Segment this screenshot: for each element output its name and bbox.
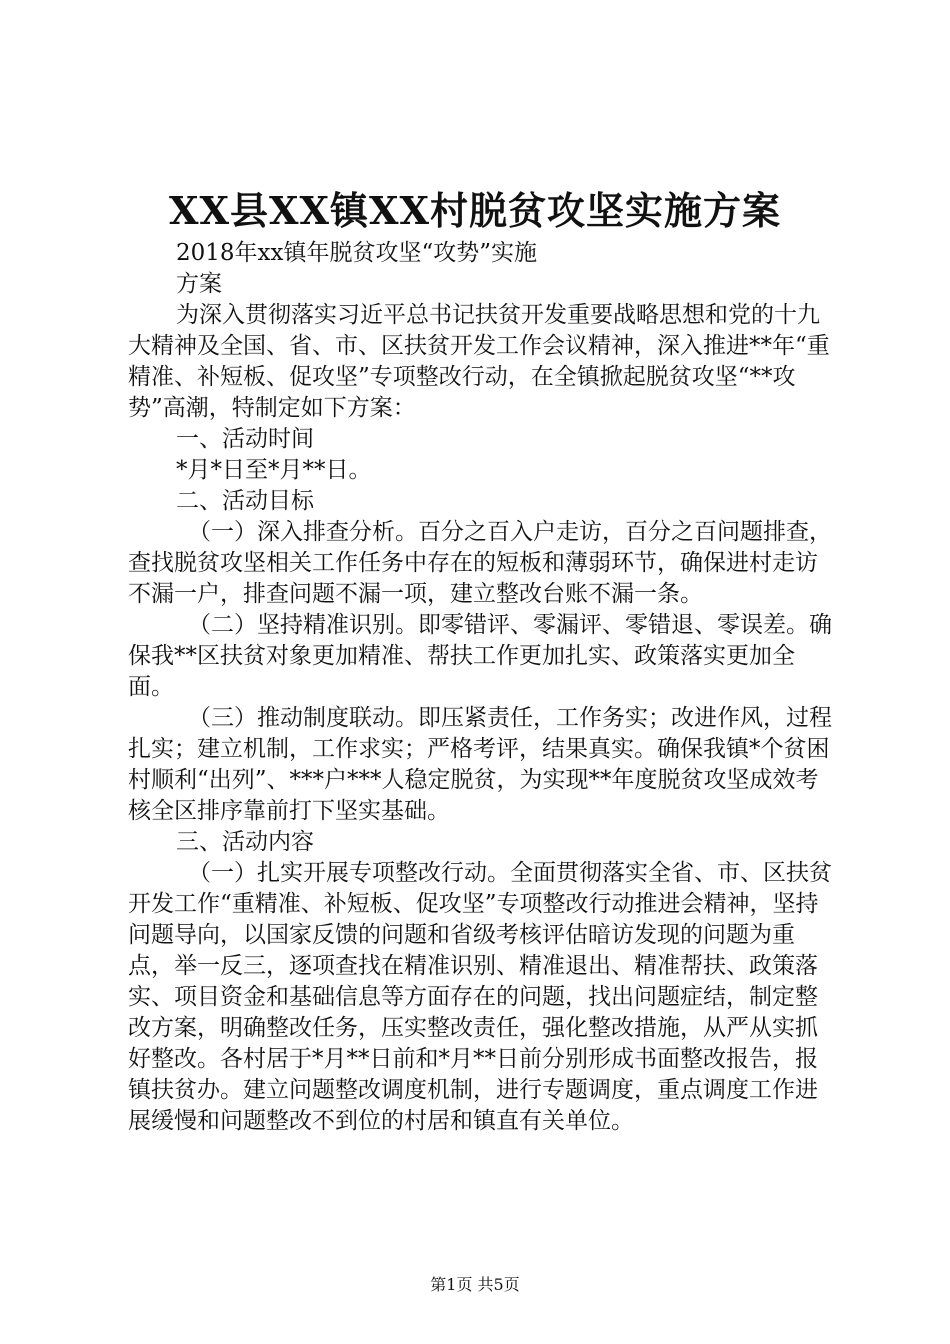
section-heading: 三、活动内容	[176, 829, 314, 855]
document-body	[128, 238, 834, 1137]
paragraph: 2018年xx镇年脱贫攻坚“攻势”实施	[176, 240, 537, 266]
paragraph: （一）扎实开展专项整改行动。全面贯彻落实全省、市、区扶贫开发工作“重精准、补短板、促攻坚”专项整改行动推进会精神，坚持问题导向，以国家反馈的问题和省级考核评估暗访发现的问题为重点，举一反三，逐项查找在精准识别、精准退出、精准帮扶、政策落实、项目资金和基础信息等方面存在的问题，找出问题症结，制定整改方案，明确整改任务，压实整改责任，强化整改措施，从严从实抓好整改。各村居于*月**日前和*月**日前分别形成书面整改报告，报镇扶贫办。建立问题整改调度机制，进行专题调度，重点调度工作进展缓慢和问题整改不到位的村居和镇直有关单位。	[128, 860, 832, 1134]
paragraph: （一）深入排查分析。百分之百入户走访，百分之百问题排查，查找脱贫攻坚相关工作任务中存在的短板和薄弱环节，确保进村走访不漏一户，排查问题不漏一项，建立整改台账不漏一条。	[128, 519, 832, 607]
paragraph: （三）推动制度联动。即压紧责任，工作务实；改进作风，过程扎实；建立机制，工作求实；严格考评，结果真实。确保我镇*个贫困村顺利“出列”、***户***人稳定脱贫，为实现**年度脱贫攻坚成效考核全区排序靠前打下坚实基础。	[128, 705, 832, 824]
paragraph: （二）坚持精准识别。即零错评、零漏评、零错退、零误差。确保我**区扶贫对象更加精准、帮扶工作更加扎实、政策落实更加全面。	[128, 612, 832, 700]
page-footer: 第1页 共5页	[430, 1275, 520, 1294]
section-heading: 二、活动目标	[176, 488, 314, 514]
document-title: XX县XX镇XX村脱贫攻坚实施方案	[169, 188, 781, 233]
paragraph: 为深入贯彻落实习近平总书记扶贫开发重要战略思想和党的十九大精神及全国、省、市、区扶贫开发工作会议精神，深入推进**年“重精准、补短板、促攻坚”专项整改行动，在全镇掀起脱贫攻坚“**攻势”高潮，特制定如下方案：	[128, 302, 830, 421]
paragraph: 方案	[176, 271, 222, 297]
section-heading: 一、活动时间	[176, 426, 314, 452]
paragraph: *月*日至*月**日。	[176, 457, 372, 483]
